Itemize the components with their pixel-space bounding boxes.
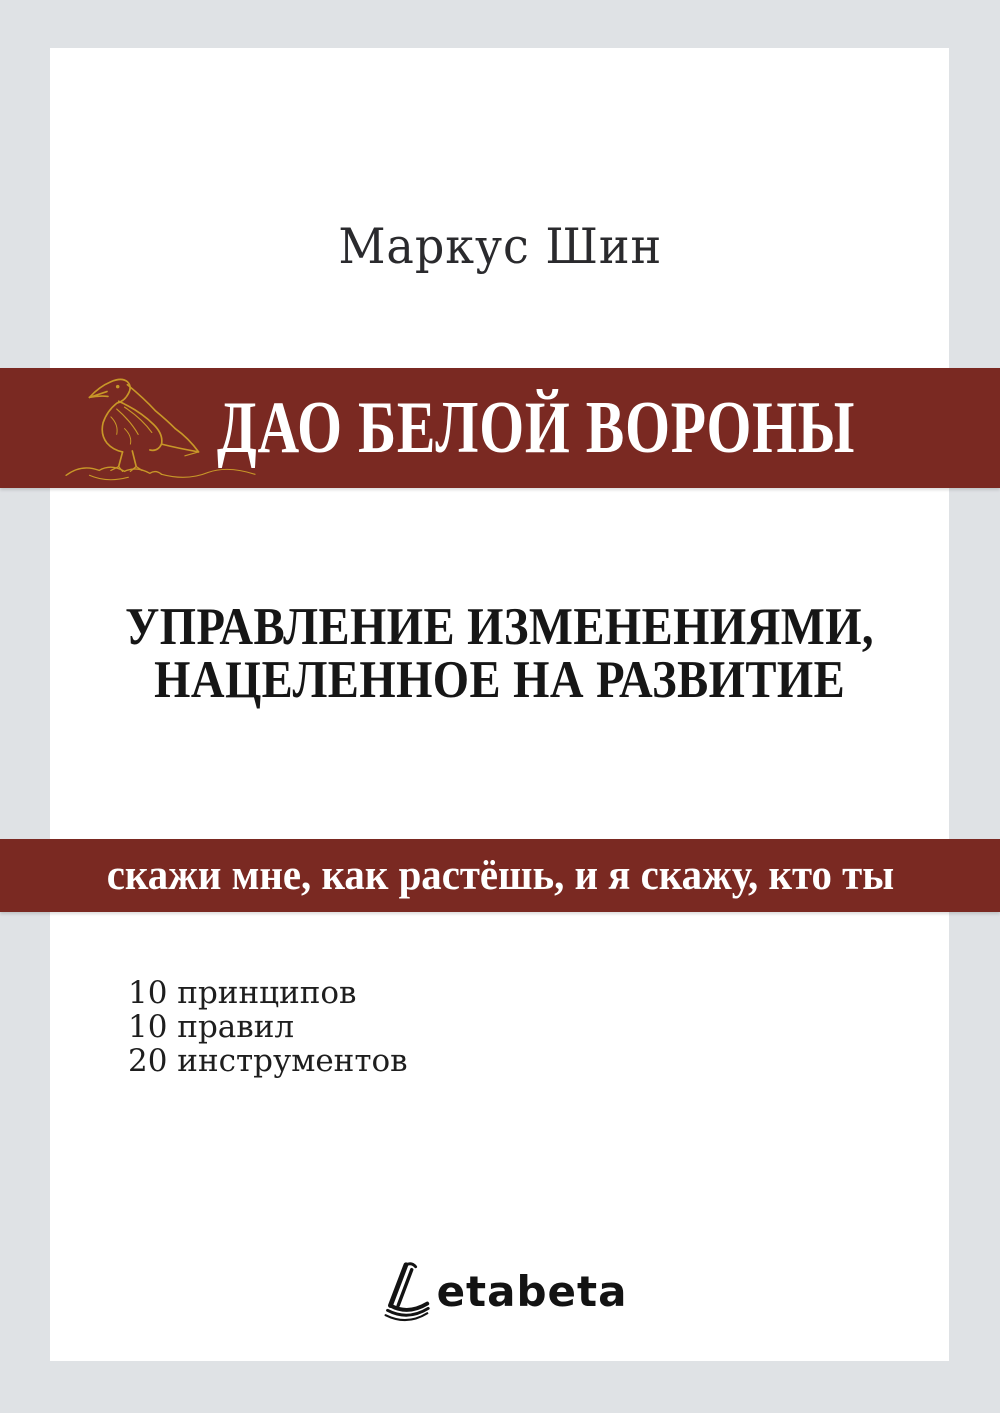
stat-rules: 10 правил	[128, 1009, 295, 1045]
open-book-logo-icon	[373, 1258, 435, 1322]
book-subtitle	[0, 598, 1000, 709]
stats-block	[128, 976, 408, 1078]
book-title-text: ДАО БЕЛОЙ ВОРОНЫ	[216, 386, 856, 469]
tagline-text: скажи мне, как растёшь, и я скажу, кто ты	[106, 852, 894, 899]
title-banner	[0, 368, 1000, 488]
publisher-name: etabeta	[436, 1266, 628, 1316]
author-name-text: Маркус Шин	[338, 218, 662, 275]
author-name	[0, 218, 1000, 275]
book-title	[72, 368, 1000, 488]
tagline-banner	[0, 839, 1000, 912]
subtitle-line-2: НАЦЕЛЕННОЕ НА РАЗВИТИЕ	[154, 651, 846, 709]
stat-tools: 20 инструментов	[128, 1043, 408, 1079]
publisher-logo	[0, 1260, 1000, 1322]
subtitle-line-1: УПРАВЛЕНИЕ ИЗМЕНЕНИЯМИ,	[125, 598, 875, 656]
tagline	[86, 851, 915, 900]
stat-principles: 10 принципов	[128, 975, 357, 1011]
